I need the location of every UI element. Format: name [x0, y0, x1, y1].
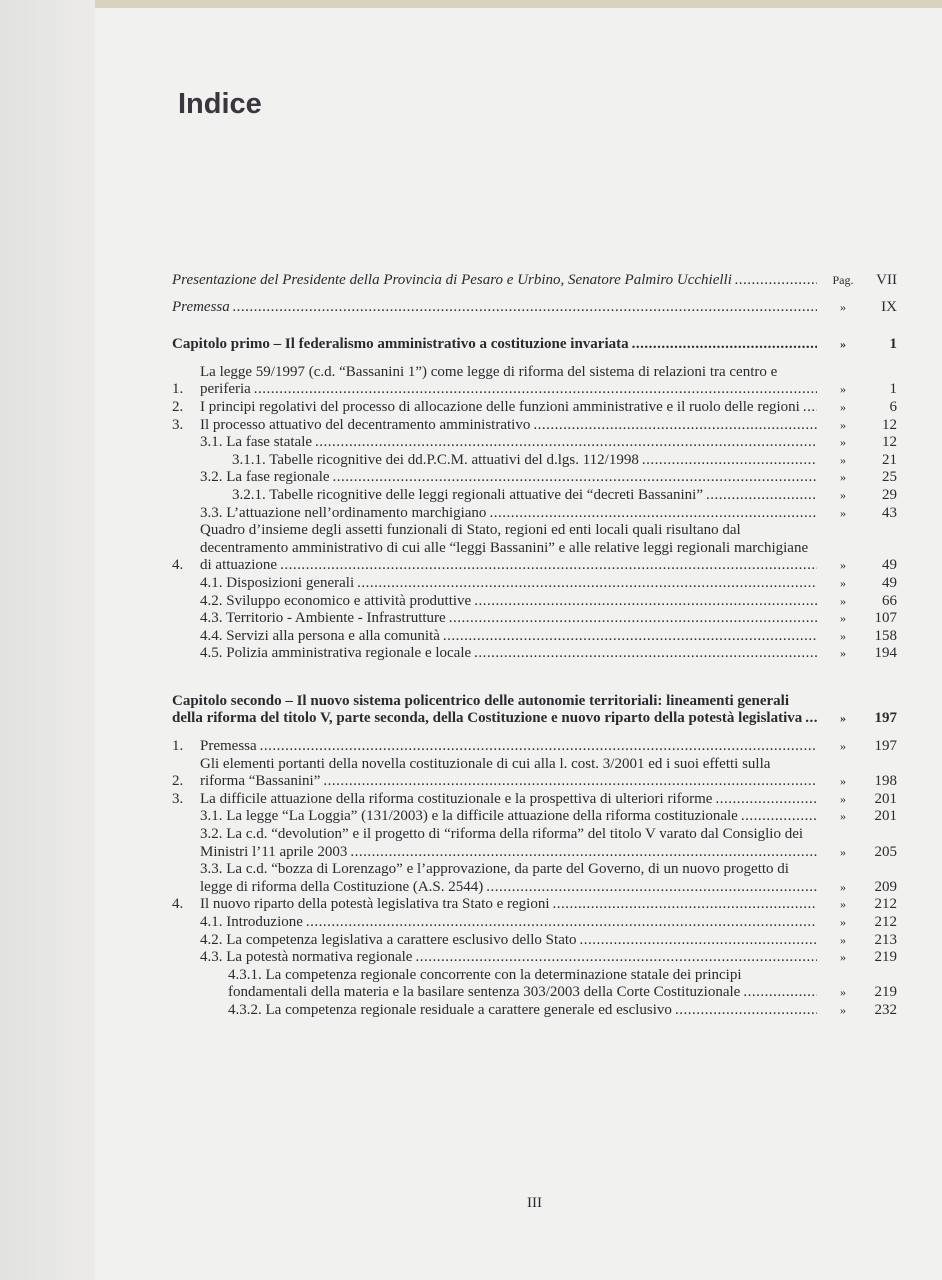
- toc-entry: [172, 826, 897, 861]
- toc-entry: [172, 949, 897, 967]
- page-marker: »: [840, 646, 846, 661]
- entry-title-text: Presentazione del Presidente della Provincia di Pesaro e Urbino, Senatore Palmiro Ucchielli .....: [172, 272, 732, 288]
- entry-page: 205: [874, 843, 897, 860]
- page-marker: »: [840, 435, 846, 450]
- entry-title: [228, 967, 817, 1002]
- entry-number: 3.: [172, 416, 184, 433]
- page-marker: »: [840, 985, 846, 1000]
- entry-page: IX: [881, 298, 897, 315]
- toc-entry: [172, 610, 897, 628]
- chapter-heading: [172, 336, 897, 354]
- entry-page: 12: [882, 434, 897, 451]
- entry-title-text: 4.3. Territorio - Ambiente - Infrastrutture .....: [200, 610, 446, 626]
- toc-entry: [172, 1002, 897, 1020]
- entry-title: [200, 932, 817, 950]
- page-marker: »: [840, 932, 846, 947]
- front-entry: [172, 299, 897, 317]
- page-marker: »: [840, 470, 846, 485]
- entry-page: 212: [874, 896, 897, 913]
- entry-title: [172, 272, 817, 290]
- entry-page: 194: [874, 645, 897, 662]
- entry-title: [172, 299, 817, 317]
- entry-title: [200, 645, 817, 663]
- entry-title-text: 3.2. La c.d. “devolution” e il progetto di “riforma della riforma” del titolo V varato dal Consiglio dei Ministri l’11 aprile 2003 .....: [200, 826, 803, 860]
- page-number: III: [527, 1195, 542, 1211]
- entry-title-text: 4.1. Disposizioni generali .....: [200, 575, 354, 591]
- entry-title-text: 4.4. Servizi alla persona e alla comunità .....: [200, 628, 440, 644]
- entry-number: 4.: [172, 557, 184, 574]
- entry-title-text: 4.5. Polizia amministrativa regionale e locale .....: [200, 645, 471, 661]
- entry-page: 209: [874, 878, 897, 895]
- entry-page: 43: [882, 504, 897, 521]
- entry-page: 219: [874, 984, 897, 1001]
- toc-entry: [172, 808, 897, 826]
- entry-title-text: 3.1.1. Tabelle ricognitive dei dd.P.C.M. attuativi del d.lgs. 112/1998 .....: [232, 452, 639, 468]
- table-of-contents: [172, 272, 897, 1020]
- entry-title: [200, 417, 817, 435]
- page-marker: »: [840, 791, 846, 806]
- entry-title-text: 4.1. Introduzione .....: [200, 914, 303, 930]
- toc-entry: [172, 487, 897, 505]
- page-marker: »: [840, 558, 846, 573]
- entry-title-text: 3.2. La fase regionale .....: [200, 469, 330, 485]
- entry-page: 197: [874, 738, 897, 755]
- entry-title: [200, 434, 817, 452]
- page-marker: »: [840, 399, 846, 414]
- entry-title: [200, 505, 817, 523]
- page-marker: »: [840, 628, 846, 643]
- entry-page: 49: [882, 574, 897, 591]
- toc-entry: [172, 364, 897, 399]
- entry-title-text: 3.1. La legge “La Loggia” (131/2003) e la difficile attuazione della riforma costituzionale .....: [200, 808, 738, 824]
- entry-title: [200, 575, 817, 593]
- entry-title: [172, 693, 817, 728]
- page-marker: »: [840, 299, 846, 314]
- entry-page: 213: [874, 931, 897, 948]
- entry-title: [232, 452, 817, 470]
- entry-title-text: 4.3. La potestà normativa regionale .....: [200, 949, 412, 965]
- entry-title-text: 4.2. La competenza legislativa a carattere esclusivo dello Stato .....: [200, 932, 577, 948]
- entry-title: [200, 522, 817, 575]
- entry-title: [200, 791, 817, 809]
- page-marker: »: [840, 505, 846, 520]
- toc-entry: [172, 932, 897, 950]
- entry-title-text: 4.3.2. La competenza regionale residuale a carattere generale ed esclusivo .....: [228, 1002, 672, 1018]
- entry-title: [200, 738, 817, 756]
- entry-title: [200, 949, 817, 967]
- toc-entry: [172, 469, 897, 487]
- entry-title-text: La legge 59/1997 (c.d. “Bassanini 1”) come legge di riforma del sistema di relazioni tra centro e periferia .....: [200, 364, 777, 398]
- entry-page: 25: [882, 469, 897, 486]
- toc-entry: [172, 417, 897, 435]
- toc-entry: [172, 505, 897, 523]
- entry-number: 1.: [172, 738, 184, 755]
- entry-title-text: Premessa .....: [200, 738, 257, 754]
- page-marker: »: [840, 593, 846, 608]
- toc-entry: [172, 522, 897, 575]
- page-marker: »: [840, 950, 846, 965]
- entry-page: 219: [874, 949, 897, 966]
- toc-entry: [172, 452, 897, 470]
- entry-title: [200, 826, 817, 861]
- entry-page: 21: [882, 451, 897, 468]
- entry-title-text: Quadro d’insieme degli assetti funzionali di Stato, regioni ed enti locali quali risultano dal decentramento amministrativo di cui alle “leggi Bassanini” e alle relative leggi regionali marchigiane di attuazione .....: [200, 522, 808, 573]
- left-page-edge: [0, 0, 95, 1280]
- entry-title-text: I principi regolativi del processo di allocazione delle funzioni amministrative e il ruolo delle regioni .....: [200, 399, 800, 415]
- entry-page: 197: [874, 710, 897, 727]
- page-marker: »: [840, 915, 846, 929]
- page-marker: »: [840, 711, 846, 726]
- page-marker: »: [840, 417, 846, 432]
- page-marker: »: [840, 1002, 846, 1017]
- front-matter: [172, 272, 897, 316]
- toc-entry: [172, 593, 897, 611]
- entry-page: 66: [882, 592, 897, 609]
- toc-entry: [172, 756, 897, 791]
- entry-title: [200, 628, 817, 646]
- entry-title: [232, 487, 817, 505]
- entry-page: 6: [889, 398, 897, 415]
- page-marker: »: [840, 487, 846, 502]
- entry-title: [200, 756, 817, 791]
- page-marker: »: [840, 739, 846, 754]
- entry-page: 1: [889, 381, 897, 398]
- toc-entry: [172, 896, 897, 914]
- toc-entry: [172, 575, 897, 593]
- entry-title-text: Gli elementi portanti della novella costituzionale di cui alla l. cost. 3/2001 ed i suoi effetti sulla riforma “Bassanini” .....: [200, 756, 770, 790]
- entry-title: [200, 808, 817, 826]
- page-marker: »: [840, 774, 846, 789]
- entry-title: [172, 336, 817, 354]
- entry-page: 212: [874, 914, 897, 930]
- entry-title-text: La difficile attuazione della riforma costituzionale e la prospettiva di ulteriori riforme .....: [200, 791, 712, 807]
- page-marker: »: [840, 382, 846, 397]
- entry-title: [228, 1002, 817, 1020]
- toc-entry: [172, 914, 897, 932]
- entry-page: 232: [874, 1001, 897, 1018]
- entry-number: 2.: [172, 773, 184, 790]
- toc-entry: [172, 399, 897, 417]
- entry-title-text: 4.3.1. La competenza regionale concorrente con la determinazione statale dei principi fondamentali della materia e la basilare sentenza 303/2003 della Corte Costituzionale .....: [228, 967, 742, 1001]
- entry-page: 29: [882, 486, 897, 503]
- entry-page: 158: [874, 627, 897, 644]
- top-edge-strip: [95, 0, 942, 8]
- entry-title-text: 3.2.1. Tabelle ricognitive delle leggi regionali attuative dei “decreti Bassanini” .....: [232, 487, 703, 503]
- entry-title: [200, 861, 817, 896]
- entry-title-text: 3.3. La c.d. “bozza di Lorenzago” e l’approvazione, da parte del Governo, di un nuovo progetto di legge di riforma della Costituzione (A.S. 2544) .....: [200, 861, 789, 895]
- toc-entry: [172, 434, 897, 452]
- entry-page: 198: [874, 773, 897, 790]
- page-marker: Pag.: [832, 273, 854, 287]
- entry-number: 3.: [172, 790, 184, 807]
- page-marker: »: [840, 879, 846, 894]
- entry-title: [200, 914, 817, 932]
- entry-page: 201: [874, 790, 897, 807]
- entry-title: [200, 469, 817, 487]
- entry-title: [200, 610, 817, 628]
- entry-title: [200, 896, 817, 914]
- entry-page: 49: [882, 557, 897, 574]
- entry-page: VII: [876, 272, 897, 288]
- toc-entry: [172, 861, 897, 896]
- entry-title-text: 3.3. L’attuazione nell’ordinamento marchigiano .....: [200, 505, 486, 521]
- entry-number: 2.: [172, 398, 184, 415]
- entry-page: 201: [874, 808, 897, 825]
- entry-title: [200, 399, 817, 417]
- entry-title-text: Capitolo primo – Il federalismo amministrativo a costituzione invariata .....: [172, 336, 629, 352]
- entry-page: 1: [889, 336, 897, 353]
- entry-page: 107: [874, 610, 897, 627]
- page-title: Indice: [178, 88, 262, 120]
- entry-number: 1.: [172, 381, 184, 398]
- entry-title-text: Capitolo secondo – Il nuovo sistema policentrico delle autonomie territoriali: lineamenti generali della riforma del titolo V, parte seconda, della Costituzione e nuovo riparto della potestà legislativa .....: [172, 693, 802, 727]
- page-marker: »: [840, 452, 846, 467]
- entry-title: [200, 364, 817, 399]
- page-marker: »: [840, 611, 846, 626]
- page-marker: »: [840, 337, 846, 352]
- page-marker: »: [840, 575, 846, 590]
- toc-entry: [172, 791, 897, 809]
- toc-entry: [172, 645, 897, 663]
- page-marker: »: [840, 897, 846, 912]
- entry-title: [200, 593, 817, 611]
- entry-title-text: Il processo attuativo del decentramento amministrativo .....: [200, 417, 530, 433]
- entry-page: 12: [882, 416, 897, 433]
- entry-title-text: Premessa .....: [172, 299, 230, 315]
- front-entry: [172, 272, 897, 290]
- entry-title-text: 4.2. Sviluppo economico e attività produttive .....: [200, 593, 471, 609]
- entry-number: 4.: [172, 896, 184, 913]
- toc-entry: [172, 967, 897, 1002]
- chapter-heading: [172, 693, 897, 728]
- page-marker: »: [840, 844, 846, 859]
- page-marker: »: [840, 809, 846, 824]
- entry-title-text: Il nuovo riparto della potestà legislativa tra Stato e regioni .....: [200, 896, 549, 912]
- entry-title-text: 3.1. La fase statale .....: [200, 434, 312, 450]
- toc-entry: [172, 628, 897, 646]
- toc-entry: [172, 738, 897, 756]
